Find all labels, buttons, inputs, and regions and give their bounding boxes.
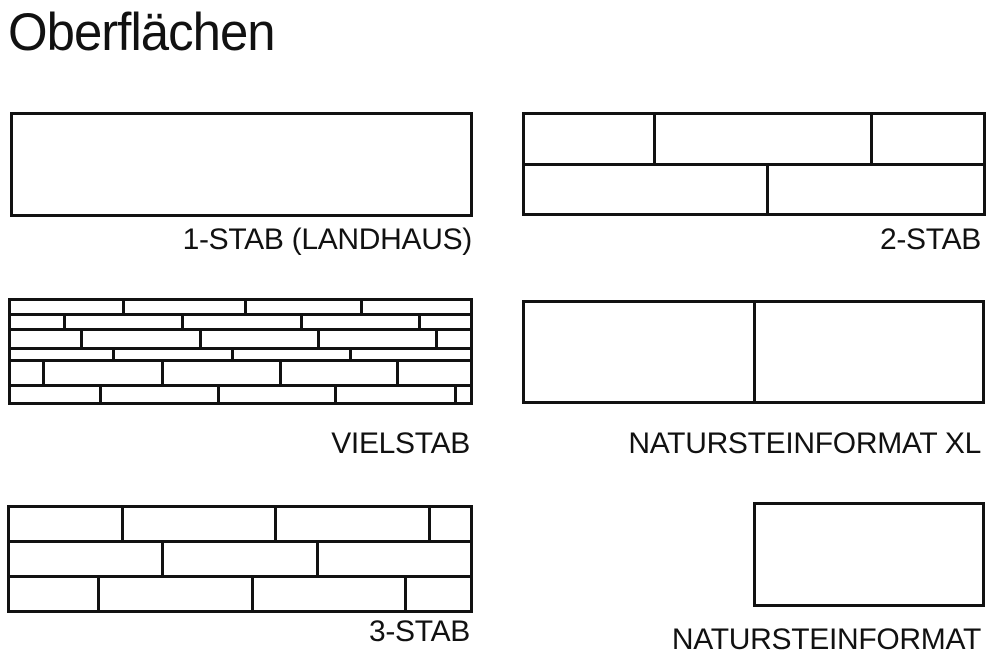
diagram-1-stab-landhaus [10, 112, 473, 217]
plank [525, 115, 653, 163]
plank-row [11, 313, 470, 328]
plank [428, 508, 470, 540]
plank-row [10, 575, 470, 610]
plank [870, 115, 983, 163]
plank [244, 301, 361, 313]
plank-row [11, 359, 470, 384]
plank-row [756, 505, 982, 604]
plank [161, 362, 279, 384]
plank [11, 331, 80, 347]
plank [181, 316, 299, 328]
plank [418, 316, 470, 328]
diagram-label-3-stab: 3-STAB [368, 615, 470, 648]
plank [653, 115, 870, 163]
diagram-3-stab [7, 505, 473, 613]
plank [317, 331, 435, 347]
plank [121, 508, 274, 540]
plank [217, 387, 334, 402]
diagram-label-1-stab-landhaus: 1-STAB (LANDHAUS) [182, 223, 472, 256]
plank [756, 505, 982, 604]
diagram-natursteinformat-xl [522, 300, 985, 404]
plank [99, 387, 217, 402]
plank [334, 387, 454, 402]
plank [10, 508, 121, 540]
plank [300, 316, 418, 328]
plank [97, 578, 251, 610]
plank [11, 301, 122, 313]
plank [80, 331, 198, 347]
plank-row [525, 163, 983, 214]
plank [10, 578, 97, 610]
plank [112, 350, 231, 359]
diagram-label-2-stab: 2-STAB [879, 223, 981, 256]
plank [349, 350, 470, 359]
plank-row [11, 384, 470, 402]
plank [360, 301, 470, 313]
plank-row [525, 303, 982, 401]
plank [766, 166, 983, 214]
page-title: Oberflächen [8, 3, 275, 62]
plank [63, 316, 181, 328]
plank [161, 543, 316, 575]
plank [10, 543, 161, 575]
diagram-vielstab [8, 298, 473, 405]
plank [525, 166, 766, 214]
plank [316, 543, 470, 575]
diagram-label-vielstab: VIELSTAB [331, 427, 470, 460]
plank-row [10, 540, 470, 575]
plank [404, 578, 470, 610]
diagram-label-natursteinformat: NATURSTEINFORMAT [671, 623, 981, 656]
diagram-natursteinformat [753, 502, 985, 607]
plank [199, 331, 317, 347]
plank [753, 303, 982, 401]
plank [11, 350, 112, 359]
plank-row [10, 508, 470, 540]
plank [11, 362, 42, 384]
plank [11, 316, 63, 328]
plank-row [525, 115, 983, 163]
plank [279, 362, 396, 384]
plank [231, 350, 349, 359]
plank [11, 387, 99, 402]
plank [42, 362, 161, 384]
plank [525, 303, 753, 401]
plank-row [11, 347, 470, 359]
plank-row [11, 301, 470, 313]
plank [454, 387, 470, 402]
plank [396, 362, 470, 384]
plank [122, 301, 243, 313]
plank [435, 331, 470, 347]
diagram-label-natursteinformat-xl: NATURSTEINFORMAT XL [628, 427, 981, 460]
plank-row [13, 115, 470, 214]
plank [274, 508, 428, 540]
plank [13, 115, 470, 214]
plank-row [11, 328, 470, 347]
plank [251, 578, 404, 610]
diagram-2-stab [522, 112, 986, 216]
